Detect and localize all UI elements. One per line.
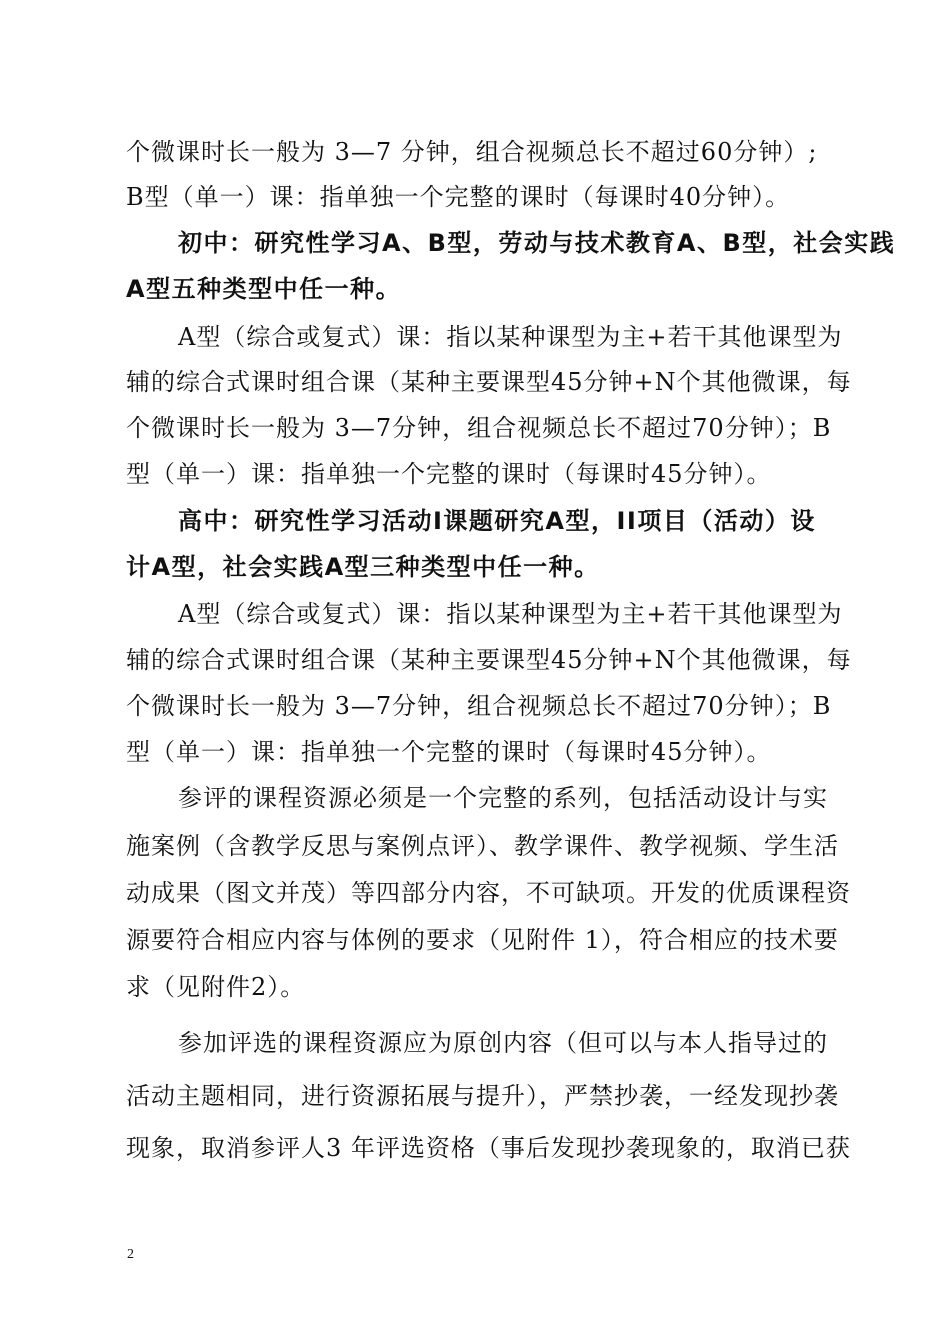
text-line-12: 辅的综合式课时组合课（某种主要课型45分钟+N个其他微课，每 — [126, 646, 852, 674]
text-line-14: 型（单一）课：指单独一个完整的课时（每课时45分钟）。 — [126, 738, 772, 766]
text-line-7: 个微课时长一般为 3—7分钟，组合视频总长不超过70分钟）；B — [126, 414, 832, 442]
heading-junior-high-line-2: A型五种类型中任一种。 — [126, 275, 402, 303]
text-line-18: 源要符合相应内容与体例的要求（见附件 1），符合相应的技术要 — [126, 926, 839, 954]
text-line-21: 活动主题相同，进行资源拓展与提升），严禁抄袭，一经发现抄袭 — [126, 1082, 839, 1110]
text-line-11: A型（综合或复式）课：指以某种课型为主+若干其他课型为 — [178, 600, 843, 628]
text-line-13: 个微课时长一般为 3—7分钟，组合视频总长不超过70分钟）；B — [126, 692, 832, 720]
heading-junior-high-line-1: 初中：研究性学习A、B型，劳动与技术教育A、B型，社会实践 — [178, 229, 896, 257]
text-line-6: 辅的综合式课时组合课（某种主要课型45分钟+N个其他微课，每 — [126, 368, 852, 396]
text-line-2: B型（单一）课：指单独一个完整的课时（每课时40分钟）。 — [126, 183, 791, 211]
heading-senior-high-line-2: 计A型，社会实践A型三种类型中任一种。 — [126, 553, 600, 581]
text-line-20: 参加评选的课程资源应为原创内容（但可以与本人指导过的 — [178, 1029, 828, 1057]
page-number: 2 — [127, 1247, 134, 1262]
text-line-15: 参评的课程资源必须是一个完整的系列，包括活动设计与实 — [178, 784, 828, 812]
text-line-5: A型（综合或复式）课：指以某种课型为主+若干其他课型为 — [178, 323, 843, 351]
text-line-16: 施案例（含教学反思与案例点评）、教学课件、教学视频、学生活 — [126, 832, 839, 860]
text-line-1: 个微课时长一般为 3—7 分钟，组合视频总长不超过60分钟）; — [126, 138, 818, 166]
text-line-8: 型（单一）课：指单独一个完整的课时（每课时45分钟）。 — [126, 460, 772, 488]
heading-senior-high-line-1: 高中：研究性学习活动Ⅰ课题研究A型，II项目（活动）设 — [178, 507, 816, 535]
text-line-22: 现象，取消参评人3 年评选资格（事后发现抄袭现象的，取消已获 — [126, 1134, 851, 1162]
text-line-19: 求（见附件2）。 — [126, 973, 306, 1001]
text-line-17: 动成果（图文并茂）等四部分内容，不可缺项。开发的优质课程资 — [126, 879, 851, 907]
